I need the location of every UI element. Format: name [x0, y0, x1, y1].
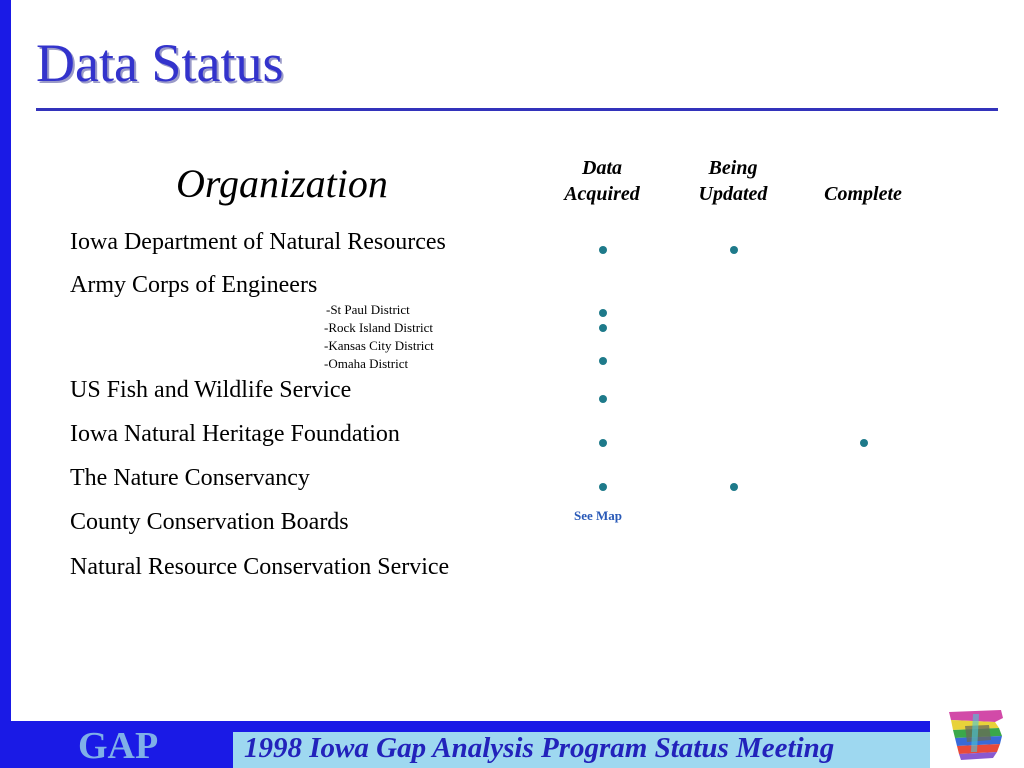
footer-gap-label: GAP [78, 725, 159, 767]
row-label-nature-conservancy: The Nature Conservancy [70, 465, 310, 491]
status-dot-omaha-acquired [599, 357, 607, 365]
status-dot-us-fish-wildlife-acquired [599, 395, 607, 403]
row-label-st-paul-district: -St Paul District [326, 302, 410, 317]
status-dot-nature-conservancy-updated [730, 483, 738, 491]
iowa-map-logo-icon [945, 706, 1007, 762]
data-acquired-column-heading [552, 155, 652, 207]
status-dot-iowa-natural-heritage-acquired [599, 439, 607, 447]
row-label-county-conservation-boards: County Conservation Boards [70, 509, 349, 535]
row-label-nrcs: Natural Resource Conservation Service [70, 554, 450, 580]
complete-column-heading: Complete [824, 183, 902, 205]
row-label-iowa-dnr: Iowa Department of Natural Resources [70, 229, 446, 255]
status-dot-st-paul-acquired [599, 309, 607, 317]
status-dot-iowa-dnr-acquired [599, 246, 607, 254]
being-updated-heading-line2: Updated [698, 183, 768, 205]
data-acquired-heading-line2: Acquired [564, 183, 640, 205]
see-map-link[interactable]: See Map [574, 508, 623, 523]
left-accent-bar [0, 0, 11, 768]
row-label-us-fish-wildlife: US Fish and Wildlife Service [70, 377, 352, 403]
footer-meeting-title: 1998 Iowa Gap Analysis Program Status Meeting [244, 732, 835, 764]
row-label-kansas-city-district: -Kansas City District [324, 338, 434, 353]
row-label-iowa-natural-heritage: Iowa Natural Heritage Foundation [70, 421, 400, 447]
row-label-omaha-district: -Omaha District [324, 356, 409, 371]
status-dot-nature-conservancy-acquired [599, 483, 607, 491]
row-label-rock-island-district: -Rock Island District [324, 320, 434, 335]
page-title: Data Status [36, 33, 284, 93]
title-divider [36, 108, 998, 111]
data-acquired-heading-line1: Data [582, 157, 622, 179]
status-dot-rock-island-acquired [599, 324, 607, 332]
organization-column-heading: Organization [176, 161, 388, 206]
status-dot-iowa-natural-heritage-complete [860, 439, 868, 447]
being-updated-heading-line1: Being [708, 157, 758, 179]
row-label-army-corps: Army Corps of Engineers [70, 272, 318, 298]
being-updated-column-heading [683, 155, 783, 207]
status-dot-iowa-dnr-updated [730, 246, 738, 254]
